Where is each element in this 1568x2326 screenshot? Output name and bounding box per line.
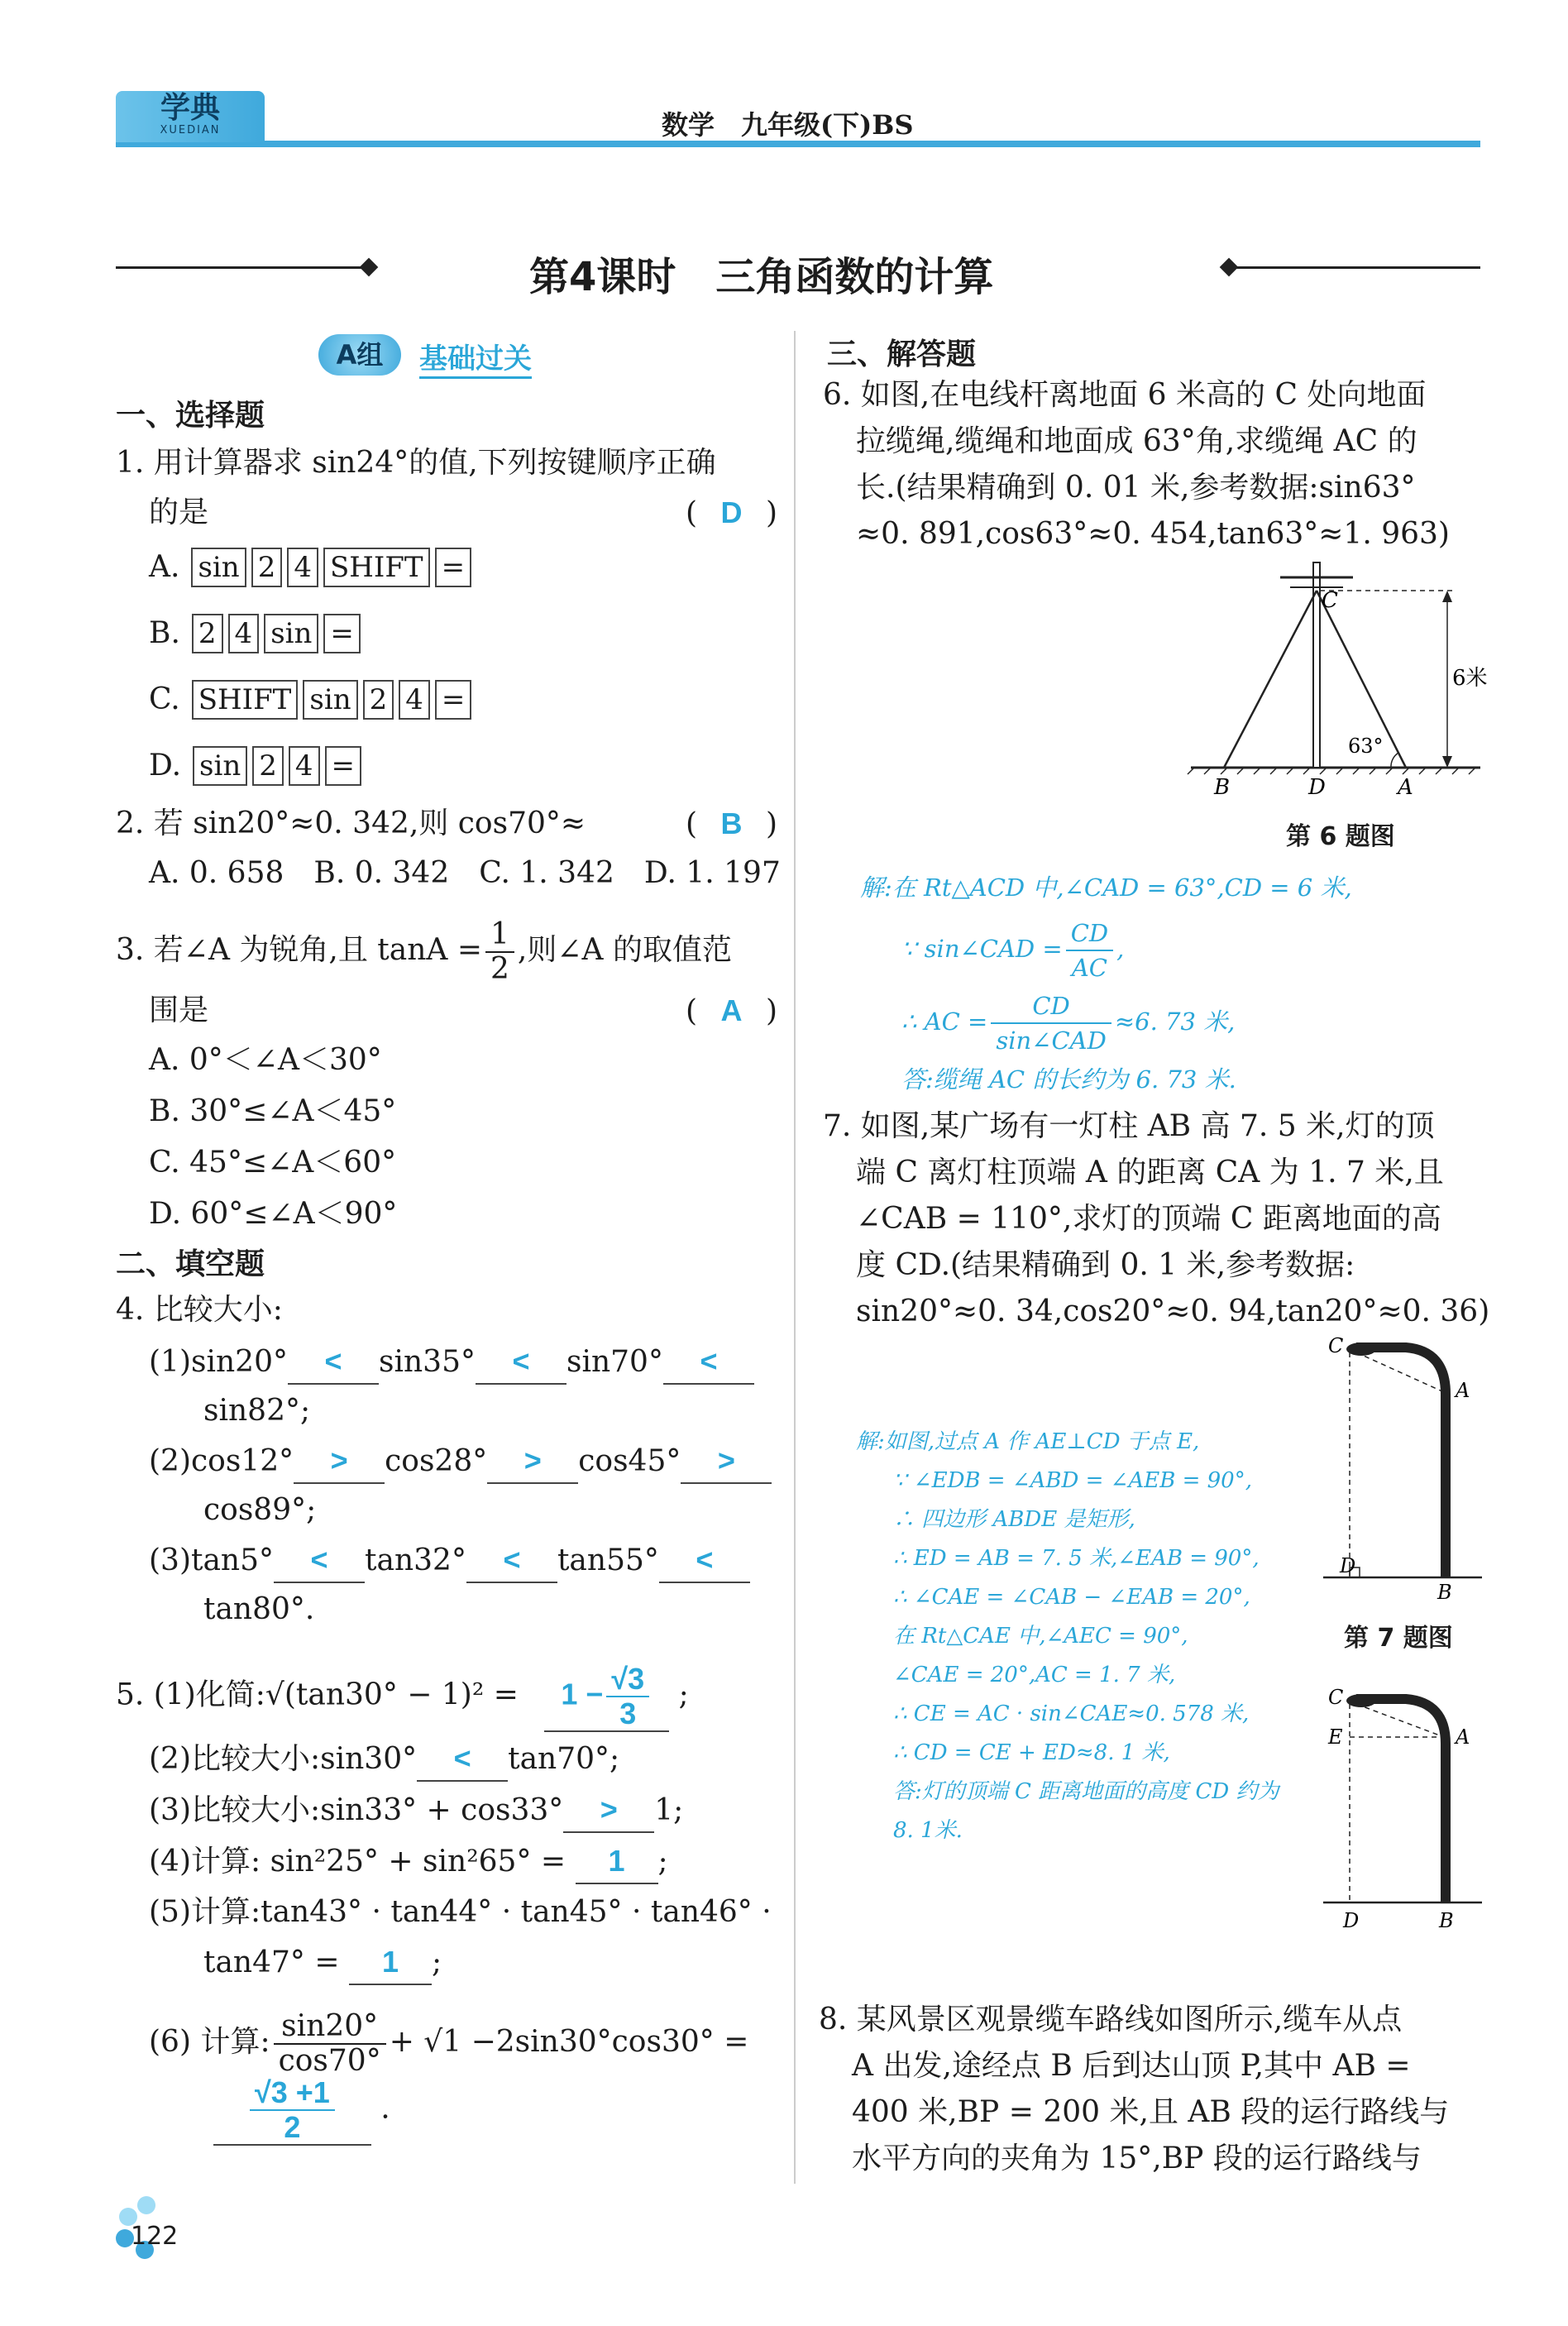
q4-answer: <: [659, 1539, 750, 1583]
fig6-arrow: [1442, 756, 1452, 768]
q7-line: 7. 如图,某广场有一灯柱 AB 高 7. 5 米,灯的顶: [823, 1109, 1435, 1143]
q4-term: sin70°: [566, 1345, 663, 1379]
q5-answer: 1: [349, 1941, 432, 1985]
group-badge: A组: [318, 334, 401, 376]
key: =: [435, 680, 472, 720]
fig6-label-d: D: [1308, 775, 1326, 800]
q5-part3: [149, 1788, 683, 1833]
title-rule-left: [116, 266, 372, 269]
q4-row2-end: cos89°;: [203, 1493, 317, 1527]
title-rule-right: [1229, 266, 1480, 269]
q5-text: (6) 计算:: [149, 2025, 270, 2059]
title-diamond-left: [360, 258, 379, 277]
opt-label: B.: [149, 616, 180, 650]
frac-den: cos70°: [278, 2044, 381, 2078]
q5-text: 5. (1)化简:√(tan30° − 1)² =: [116, 1677, 519, 1712]
fig7s-pole: [1356, 1699, 1446, 1902]
q4-answer: >: [681, 1439, 772, 1484]
q4-answer: <: [466, 1539, 557, 1583]
q4-answer: >: [294, 1439, 385, 1484]
key: 4: [399, 680, 430, 720]
q1-line2: [149, 491, 777, 534]
key: sin: [191, 548, 246, 587]
fig7s-lamp: [1346, 1694, 1376, 1707]
header-subject: 数学 九年级(下)BS: [662, 109, 914, 141]
frac-num: √3 +1: [250, 2076, 335, 2111]
frac-den: 2: [490, 952, 509, 986]
key: =: [323, 614, 361, 653]
q8-line: 水平方向的夹角为 15°,BP 段的运行路线与: [852, 2142, 1422, 2175]
frac-den: 3: [619, 1697, 637, 1730]
q5-text: tan47° =: [203, 1946, 340, 1979]
column-divider: [794, 331, 796, 2184]
q7-solution-line: 在 Rt△CAE 中,∠AEC = 90°,: [893, 1624, 1188, 1649]
fig7-label-d: D: [1340, 1554, 1356, 1577]
q7-solution-line: ∴ 四边形 ABDE 是矩形,: [893, 1507, 1135, 1532]
key: 2: [192, 614, 223, 653]
q2-stem: [116, 802, 777, 845]
fig6-angle-arc: [1391, 753, 1398, 768]
q5-text: + √1 −2sin30°cos30° =: [389, 2025, 749, 2059]
section-solve: 三、解答题: [827, 337, 977, 371]
fig7s-label-d: D: [1343, 1909, 1360, 1932]
frac-den: AC: [1071, 954, 1107, 982]
sol-text: ∴ AC =: [901, 1007, 988, 1036]
section-fill: 二、填空题: [116, 1247, 265, 1281]
q2-text: 2. 若 sin20°≈0. 342,则 cos70°≈: [116, 806, 586, 840]
key: 4: [289, 746, 320, 786]
fig7s-label-e: E: [1328, 1725, 1343, 1749]
logo-text: 学典: [160, 90, 220, 125]
q4-term: cos28°: [385, 1444, 488, 1478]
figure-6: [1174, 554, 1489, 802]
q1-stem-end: 的是: [149, 495, 209, 529]
fig7-label-a: A: [1456, 1379, 1470, 1402]
q5-answer6: $\frac{√3 +1}{2}$ .: [213, 2076, 390, 2146]
q5-text: tan70°;: [508, 1742, 620, 1776]
key: 4: [287, 548, 318, 587]
q7-line: 端 C 离灯柱顶端 A 的距离 CA 为 1. 7 米,且: [856, 1156, 1444, 1189]
q7-line: 度 CD.(结果精确到 0. 1 米,参考数据:: [856, 1248, 1355, 1282]
q7-solution-line: ∴ ∠CAE = ∠CAB − ∠EAB = 20°,: [893, 1585, 1250, 1610]
key: =: [325, 746, 362, 786]
q5-answer: <: [417, 1737, 508, 1782]
q5-part5: (5)计算:tan43° · tan44° · tan45° · tan46° ·: [149, 1895, 772, 1929]
q4-row1: [149, 1340, 754, 1385]
q5-part1: 5. (1)化简:√(tan30° − 1)² = 1 − $\frac{√3}{3}$ ;: [116, 1662, 689, 1730]
q3-answer-paren: ( A ): [686, 989, 777, 1033]
q7-line: ∠CAB = 110°,求灯的顶端 C 距离地面的高: [856, 1202, 1441, 1236]
q4-answer: >: [487, 1439, 578, 1484]
q4-answer: <: [274, 1539, 365, 1583]
q7-solution-line: ∴ ED = AB = 7. 5 米,∠EAB = 90°,: [893, 1546, 1260, 1571]
q4-term: tan55°: [557, 1543, 659, 1577]
page-title: 第4课时 三角函数的计算: [529, 254, 994, 300]
figure-7: [1323, 1334, 1489, 1604]
q2-answer-paren: ( B ): [686, 802, 777, 846]
q3-option: B. 30°≤∠A＜45°: [149, 1094, 397, 1128]
sol-text: ≈6. 73 米,: [1114, 1007, 1236, 1036]
fig6-label-height: 6米: [1452, 666, 1488, 691]
q8-line: 400 米,BP = 200 米,且 AB 段的运行路线与: [852, 2095, 1450, 2129]
q4-answer: <: [288, 1340, 379, 1385]
q5-answer: >: [563, 1788, 654, 1833]
q7-solution-line: ∴ CD = CE + ED≈8. 1 米,: [893, 1740, 1170, 1765]
q4-row1-end: sin82°;: [203, 1394, 311, 1428]
q4-term: cos45°: [578, 1444, 681, 1478]
q5-answer-frac: [250, 2076, 335, 2144]
q6-solution-line: 解:在 Rt△ACD 中,∠CAD = 63°,CD = 6 米,: [860, 873, 1352, 902]
q4-prefix: (1): [149, 1345, 191, 1379]
q6-solution-line: [901, 989, 1235, 1057]
q5-frac: [274, 2010, 386, 2078]
q6-line: 长.(结果精确到 0. 01 米,参考数据:sin63°: [856, 471, 1416, 505]
fig7s-label-b: B: [1439, 1909, 1454, 1932]
fig6-label-b: B: [1214, 775, 1231, 800]
hex-dot: [137, 2196, 155, 2214]
q4-row3-end: tan80°.: [203, 1592, 315, 1626]
q3-post: ,则∠A 的取值范: [517, 933, 732, 967]
q7-solution-line: 答:灯的顶端 C 距离地面的高度 CD 约为: [893, 1779, 1279, 1804]
q5-part6: [149, 2010, 748, 2078]
q1-answer-paren: ( D ): [686, 491, 777, 535]
q4-row3: [149, 1539, 750, 1583]
q8-line: A 出发,途经点 B 后到达山顶 P,其中 AB =: [852, 2049, 1411, 2083]
q5-text: (2)比较大小:sin30°: [149, 1742, 418, 1776]
fig7s-label-a: A: [1456, 1725, 1470, 1749]
fig6-label-angle: 63°: [1348, 735, 1384, 758]
q4-answer: <: [476, 1340, 566, 1385]
q2-answer: B: [720, 806, 743, 840]
q5-answer: [544, 1663, 669, 1732]
q1-option-d: [149, 744, 366, 787]
key: sin: [264, 614, 318, 653]
q5-text: (3)比较大小:sin33° + cos33°: [149, 1793, 564, 1827]
group-a-badge: [318, 331, 566, 379]
q6-solution-line: ∵ sin∠CAD = $\frac{CD}{AC}$ ,: [901, 917, 1124, 984]
q5-part2: [149, 1737, 619, 1782]
q6-line: 拉缆绳,缆绳和地面成 63°角,求缆绳 AC 的: [856, 424, 1417, 458]
q5-answer-frac: [606, 1663, 649, 1730]
frac-den: 2: [284, 2110, 301, 2144]
fig7-pole: [1356, 1347, 1446, 1577]
fig6-label-c: C: [1322, 588, 1338, 613]
sol-text: ∵ sin∠CAD =: [901, 935, 1063, 963]
q5-text: 1;: [654, 1793, 684, 1827]
sol-frac: [1066, 917, 1113, 984]
q7-solution-line: ∵ ∠EDB = ∠ABD = ∠AEB = 90°,: [893, 1468, 1252, 1493]
q1-option-a: [149, 546, 476, 589]
q7-solution-line: ∠CAE = 20°,AC = 1. 7 米,: [893, 1663, 1176, 1687]
q7-solution-line: 解:如图,过点 A 作 AE⊥CD 于点 E,: [856, 1429, 1200, 1454]
fig7s-label-c: C: [1328, 1686, 1344, 1709]
q8-line: 8. 某风景区观景缆车路线如图所示,缆车从点: [819, 2003, 1403, 2036]
page-number: 122: [131, 2222, 179, 2251]
frac-num: CD: [991, 989, 1111, 1024]
q3-fraction: [485, 918, 514, 986]
key: 2: [252, 746, 284, 786]
section-choice: 一、选择题: [116, 399, 265, 433]
opt-label: A.: [149, 550, 180, 584]
q6-line: 6. 如图,在电线杆离地面 6 米高的 C 处向地面: [823, 378, 1427, 412]
q5-part4: (4)计算: sin²25° + sin²65° = 1 ;: [149, 1840, 668, 1884]
q5-part5-b: tan47° = 1 ;: [203, 1941, 442, 1985]
key: sin: [193, 746, 247, 786]
opt-label: D.: [149, 749, 182, 783]
q5-answer: 1: [576, 1840, 658, 1884]
q1-option-b: [149, 612, 366, 655]
frac-num: 1: [485, 918, 514, 953]
q3-stem-end: 围是: [149, 993, 209, 1027]
q4-prefix: (2): [149, 1444, 191, 1478]
key: SHIFT: [323, 548, 430, 587]
q2-options: A. 0. 658 B. 0. 342 C. 1. 342 D. 1. 197: [149, 856, 781, 890]
q3-option: C. 45°≤∠A＜60°: [149, 1146, 397, 1180]
q6-line: ≈0. 891,cos63°≈0. 454,tan63°≈1. 963): [856, 517, 1450, 551]
q4-answer: <: [663, 1340, 754, 1385]
q7-solution-line: ∴ CE = AC · sin∠CAE≈0. 578 米,: [893, 1701, 1250, 1726]
q4-prefix: (3): [149, 1543, 191, 1577]
q4-term: sin20°: [191, 1345, 288, 1379]
q4-term: cos12°: [191, 1444, 294, 1478]
q7-solution-line: 8. 1米.: [893, 1818, 963, 1843]
group-title: 基础过关: [419, 336, 532, 379]
fig6-label-a: A: [1398, 775, 1413, 800]
q3-stem: [116, 918, 732, 986]
fig6-caption: 第 6 题图: [1286, 822, 1395, 851]
logo-subtext: XUEDIAN: [160, 124, 221, 136]
q4-term: sin35°: [378, 1345, 476, 1379]
fig7-label-c: C: [1328, 1334, 1344, 1357]
q6-solution-line: 答:缆绳 AC 的长约为 6. 73 米.: [901, 1065, 1236, 1094]
opt-label: C.: [149, 682, 180, 716]
logo: [116, 91, 265, 142]
q5-answer: [213, 2076, 371, 2146]
q3-option: D. 60°≤∠A＜90°: [149, 1197, 398, 1231]
q4-term: tan5°: [191, 1543, 275, 1577]
frac-den: sin∠CAD: [996, 1027, 1107, 1055]
q3-answer: A: [720, 993, 743, 1027]
fig7-caption: 第 7 题图: [1344, 1624, 1453, 1653]
fig7-lamp: [1346, 1342, 1376, 1356]
frac-num: √3: [606, 1663, 649, 1697]
q4-row2: [149, 1439, 772, 1484]
q7-line: sin20°≈0. 34,cos20°≈0. 94,tan20°≈0. 36): [856, 1295, 1490, 1328]
fig7-label-b: B: [1437, 1581, 1452, 1604]
q1-line1: 1. 用计算器求 sin24°的值,下列按键顺序正确: [116, 446, 716, 480]
q5-answer-lead: 1 −: [561, 1677, 604, 1711]
key: SHIFT: [192, 680, 299, 720]
figure-7-solution: [1323, 1687, 1489, 1936]
q3-line2: [149, 989, 777, 1032]
q4-stem: 4. 比较大小:: [116, 1293, 283, 1327]
frac-num: sin20°: [274, 2010, 386, 2045]
q5-text: (4)计算: sin²25° + sin²65° =: [149, 1845, 566, 1879]
sol-frac: [991, 989, 1111, 1057]
q1-option-c: [149, 678, 476, 721]
q3-option: A. 0°＜∠A＜30°: [149, 1043, 382, 1077]
q1-answer: D: [720, 495, 743, 529]
key: sin: [303, 680, 357, 720]
q4-term: tan32°: [365, 1543, 466, 1577]
fig6-arrow: [1442, 591, 1452, 602]
key: 4: [228, 614, 260, 653]
frac-num: CD: [1066, 917, 1113, 951]
key: 2: [363, 680, 394, 720]
q3-pre: 3. 若∠A 为锐角,且 tanA =: [116, 933, 483, 967]
fig6-cable-bc: [1224, 591, 1317, 768]
key: =: [435, 548, 472, 587]
key: 2: [251, 548, 283, 587]
